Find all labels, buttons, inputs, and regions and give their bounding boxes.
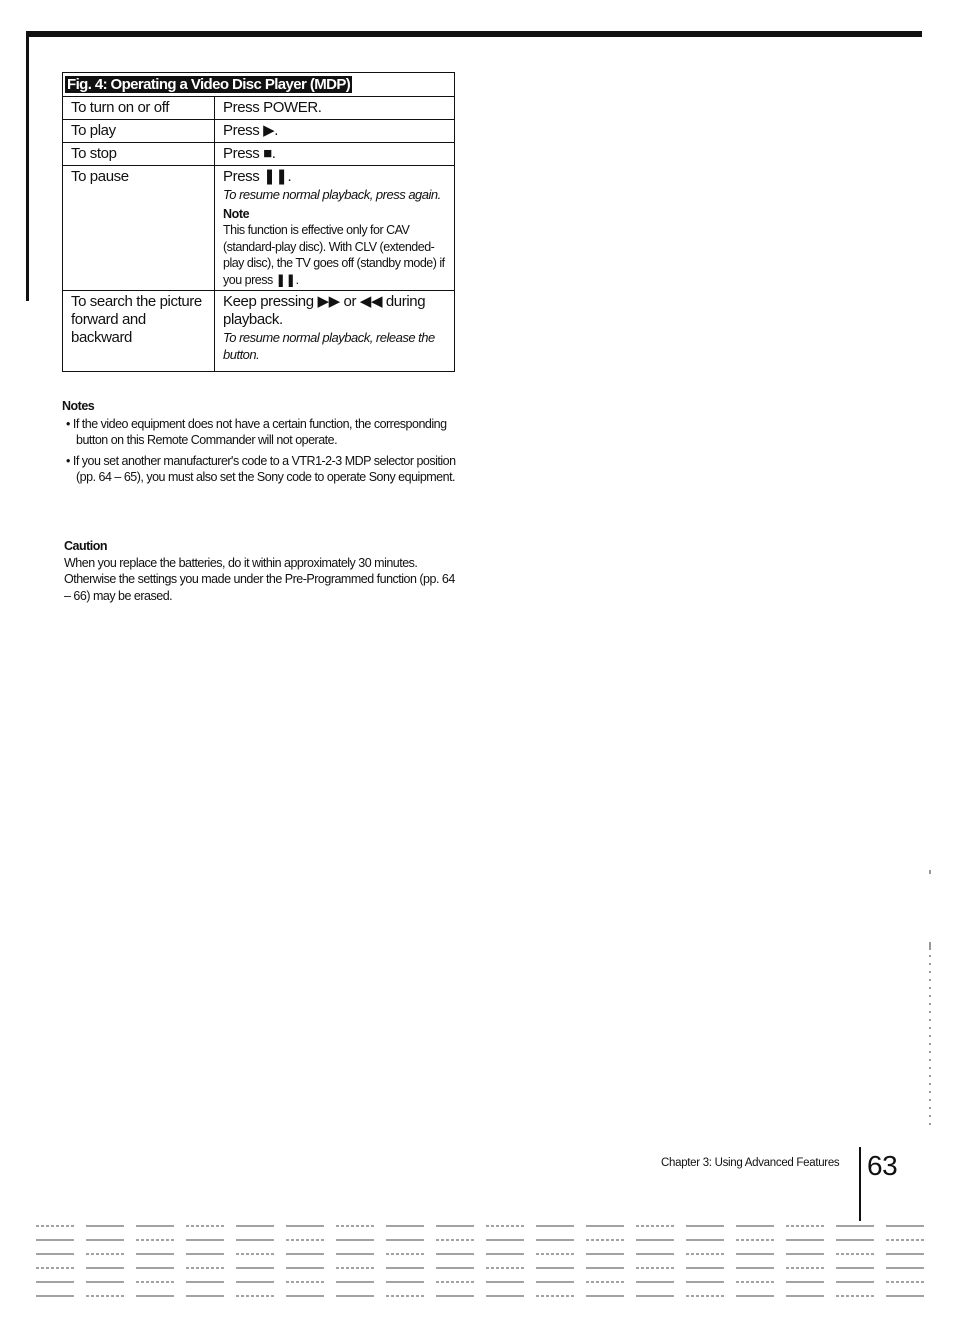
notes-heading: Notes	[62, 399, 95, 413]
row-action: To search the picture forward and backward	[63, 291, 215, 371]
table-title-text: Fig. 4: Operating a Video Disc Player (MDP)	[67, 76, 351, 93]
page-number: 63	[867, 1150, 898, 1181]
bottom-rule-grid	[36, 1226, 924, 1296]
note-heading: Note	[223, 207, 250, 221]
row-instruction: Press ❚❚.	[223, 168, 292, 185]
row-instruction: Press ■.	[223, 145, 276, 162]
note-item: • If the video equipment does not have a certain function, the corresponding button on this Remote Commander will not operate.	[66, 416, 447, 447]
chapter-label: Chapter 3: Using Advanced Features	[661, 1157, 840, 1169]
row-action: To turn on or off	[63, 97, 215, 119]
row-instruction: Keep pressing ▶▶ or ◀◀ during playback.	[223, 293, 426, 328]
note-item: • If you set another manufacturer's code to a VTR1-2-3 MDP selector position (pp. 64 – 65), you must also set the Sony code to operate Sony equipment.	[66, 453, 456, 484]
resume-hint: To resume normal playback, release the button.	[223, 330, 435, 362]
resume-hint: To resume normal playback, press again.	[223, 187, 441, 202]
caution-heading: Caution	[64, 539, 108, 553]
row-action: To play	[63, 120, 215, 142]
row-instruction: Press POWER.	[223, 99, 322, 116]
caution-text: When you replace the batteries, do it within approximately 30 minutes. Otherwise the settings you made under the Pre-Programmed function (pp. 64 – 66) may be erased.	[64, 555, 455, 603]
note-text: This function is effective only for CAV (standard-play disc). With CLV (extended-play disc), the TV goes off (standby mode) if you press ❚❚.	[223, 223, 445, 287]
row-action: To stop	[63, 143, 215, 165]
row-instruction: Press ▶.	[223, 122, 279, 139]
row-action: To pause	[63, 166, 215, 290]
